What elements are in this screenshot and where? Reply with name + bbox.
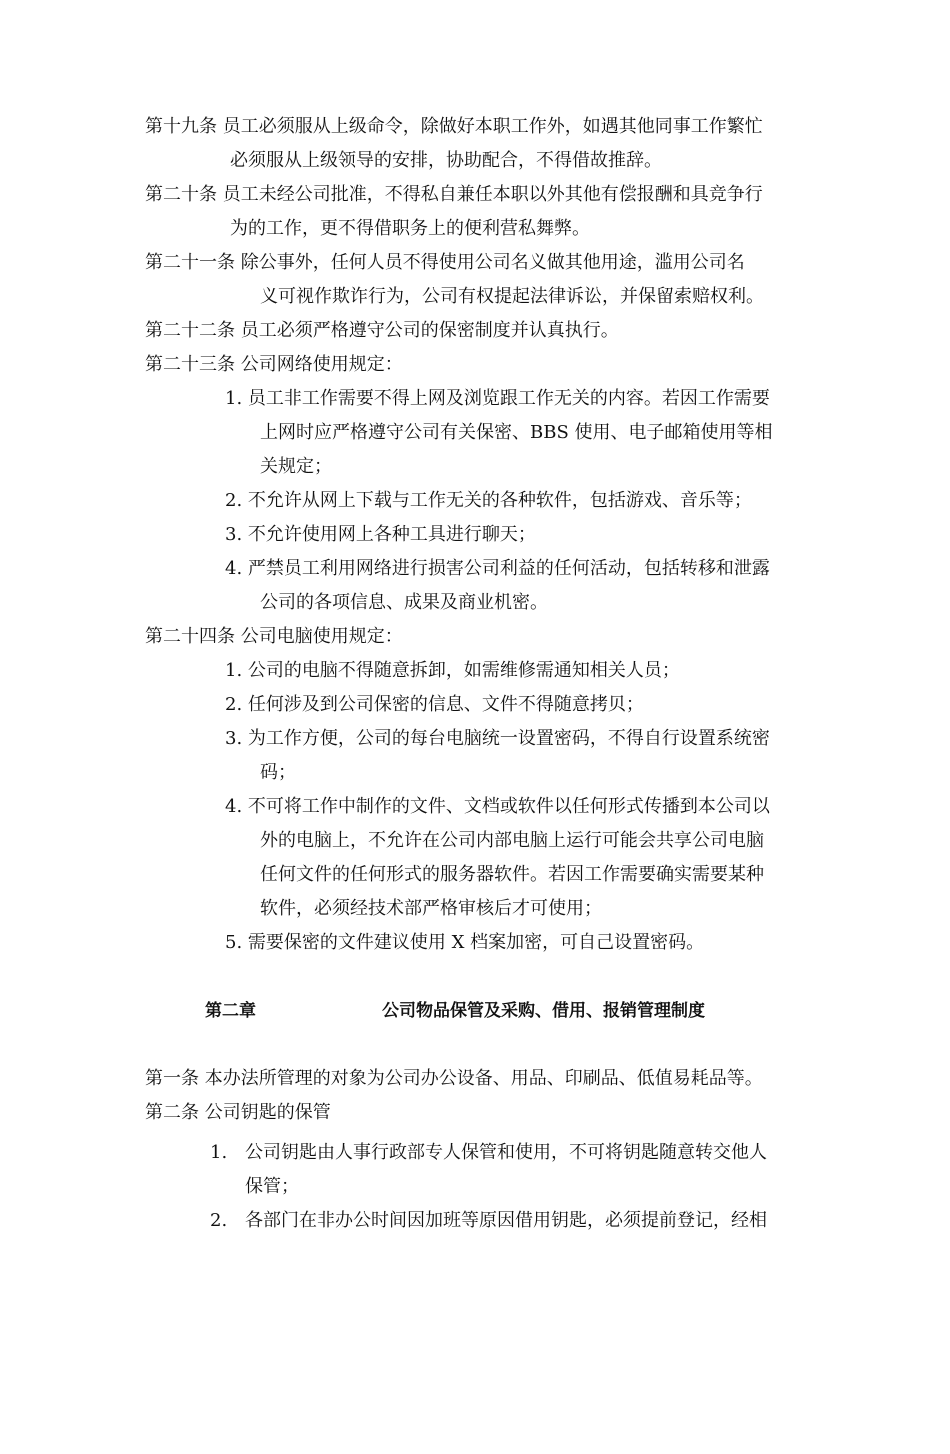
list-item-line: 3. 不允许使用网上各种工具进行聊天； bbox=[225, 524, 536, 545]
list-item-text: 公司钥匙由人事行政部专人保管和使用，不可将钥匙随意转交他人 bbox=[245, 1142, 767, 1163]
article-line: 第二十一条 除公事外，任何人员不得使用公司名义做其他用途，滥用公司名 bbox=[145, 252, 745, 273]
list-item bbox=[210, 1136, 810, 1204]
list-item-line: 1. 公司的电脑不得随意拆卸，如需维修需通知相关人员； bbox=[225, 660, 680, 681]
list-item-line: 码； bbox=[260, 762, 296, 783]
chapter-heading bbox=[0, 994, 950, 1028]
list-item-line bbox=[210, 1204, 810, 1238]
list-item bbox=[225, 382, 810, 484]
list-item-line: 2. 任何涉及到公司保密的信息、文件不得随意拷贝； bbox=[225, 694, 644, 715]
list-item-line: 1. 员工非工作需要不得上网及浏览跟工作无关的内容。若因工作需要 bbox=[225, 388, 770, 409]
list-item-line: 保管； bbox=[245, 1176, 299, 1197]
ch2-article-1 bbox=[145, 1062, 810, 1096]
article-line: 第十九条 员工必须服从上级命令，除做好本职工作外，如遇其他同事工作繁忙 bbox=[145, 116, 763, 137]
list-item bbox=[225, 552, 810, 620]
article-19 bbox=[145, 110, 810, 178]
ch2-article-2 bbox=[145, 1096, 810, 1130]
list-item-line: 5. 需要保密的文件建议使用 X 档案加密，可自己设置密码。 bbox=[225, 932, 705, 953]
list-number: 2. bbox=[210, 1210, 228, 1231]
list-item-line: 2. 不允许从网上下载与工作无关的各种软件，包括游戏、音乐等； bbox=[225, 490, 752, 511]
list-item bbox=[225, 518, 810, 552]
list-item-line: 软件，必须经技术部严格审核后才可使用； bbox=[260, 898, 602, 919]
list-item-line: 关规定； bbox=[260, 456, 332, 477]
article-line: 义可视作欺诈行为，公司有权提起法律诉讼，并保留索赔权利。 bbox=[260, 286, 764, 307]
chapter-title: 公司物品保管及采购、借用、报销管理制度 bbox=[382, 1001, 705, 1021]
list-item bbox=[225, 654, 810, 688]
article-20 bbox=[145, 178, 810, 246]
list-item bbox=[225, 688, 810, 722]
list-item-line: 3. 为工作方便，公司的每台电脑统一设置密码，不得自行设置系统密 bbox=[225, 728, 770, 749]
article-line: 第二十三条 公司网络使用规定： bbox=[145, 354, 403, 375]
list-item-line: 上网时应严格遵守公司有关保密、BBS 使用、电子邮箱使用等相 bbox=[260, 422, 773, 443]
list-item bbox=[225, 722, 810, 790]
list-item bbox=[225, 484, 810, 518]
list-item-line: 任何文件的任何形式的服务器软件。若因工作需要确实需要某种 bbox=[260, 864, 764, 885]
list-item bbox=[225, 926, 810, 960]
list-item-line: 4. 不可将工作中制作的文件、文档或软件以任何形式传播到本公司以 bbox=[225, 796, 770, 817]
list-item bbox=[210, 1204, 810, 1238]
article-line: 为的工作，更不得借职务上的便利营私舞弊。 bbox=[230, 218, 590, 239]
list-item bbox=[225, 790, 810, 926]
computer-rules-list bbox=[225, 654, 810, 960]
network-rules-list bbox=[225, 382, 810, 620]
article-line: 第二十四条 公司电脑使用规定： bbox=[145, 626, 403, 647]
article-line: 第二十条 员工未经公司批准，不得私自兼任本职以外其他有偿报酬和具竞争行 bbox=[145, 184, 763, 205]
article-line: 第二十二条 员工必须严格遵守公司的保密制度并认真执行。 bbox=[145, 320, 619, 341]
list-item-text: 各部门在非办公时间因加班等原因借用钥匙，必须提前登记，经相 bbox=[245, 1210, 767, 1231]
key-rules-list bbox=[210, 1136, 810, 1238]
article-24 bbox=[145, 620, 810, 654]
list-item-line: 外的电脑上，不允许在公司内部电脑上运行可能会共享公司电脑 bbox=[260, 830, 764, 851]
article-23 bbox=[145, 348, 810, 382]
article-line: 第一条 本办法所管理的对象为公司办公设备、用品、印刷品、低值易耗品等。 bbox=[145, 1068, 763, 1089]
list-number: 1. bbox=[210, 1142, 228, 1163]
list-item-line: 4. 严禁员工利用网络进行损害公司利益的任何活动，包括转移和泄露 bbox=[225, 558, 770, 579]
article-21 bbox=[145, 246, 810, 314]
article-line: 必须服从上级领导的安排，协助配合，不得借故推辞。 bbox=[230, 150, 662, 171]
list-item-line bbox=[210, 1136, 810, 1170]
list-item-line: 公司的各项信息、成果及商业机密。 bbox=[260, 592, 548, 613]
article-22 bbox=[145, 314, 810, 348]
article-line: 第二条 公司钥匙的保管 bbox=[145, 1102, 331, 1123]
chapter-number: 第二章 bbox=[205, 1001, 256, 1021]
